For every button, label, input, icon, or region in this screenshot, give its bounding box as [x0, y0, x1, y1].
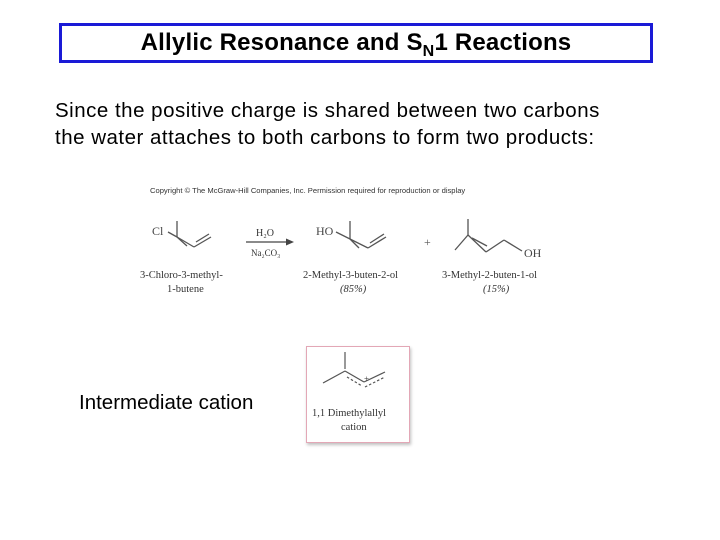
plus-sign: +	[424, 235, 431, 249]
arrow-head	[286, 239, 294, 246]
product1-yield: (85%)	[340, 284, 367, 295]
reactant-structure	[168, 221, 211, 247]
body-line-1: Since the positive charge is shared between two carbons	[55, 99, 600, 122]
product1-ho-label: HO	[316, 224, 334, 238]
product2-yield: (15%)	[483, 284, 510, 295]
reactant-name-line2: 1-butene	[167, 284, 204, 295]
reactant-cl-label: Cl	[152, 224, 164, 238]
reagent-water: H₂O	[256, 228, 274, 239]
cation-name-line2: cation	[341, 422, 367, 433]
product1-name: 2-Methyl-3-buten-2-ol	[303, 270, 399, 281]
product2-structure	[455, 219, 522, 252]
title-main: Allylic Resonance and S	[140, 29, 423, 56]
body-line-2: the water attaches to both carbons to form two products:	[55, 126, 595, 149]
title-subscript: N	[422, 43, 435, 60]
cation-structure	[307, 347, 409, 442]
intermediate-label: Intermediate cation	[79, 391, 254, 414]
reagent-base: Na₂CO₃	[251, 248, 281, 258]
cation-card	[306, 346, 410, 443]
title-tail: 1 Reactions	[434, 29, 572, 56]
product2-name: 3-Methyl-2-buten-1-ol	[442, 270, 538, 281]
copyright-text: Copyright © The McGraw-Hill Companies, Inc. Permission required for reproduction or display	[150, 186, 466, 195]
cation-charge: +	[364, 374, 370, 384]
product1-structure	[336, 221, 386, 248]
product2-oh-label: OH	[524, 246, 542, 260]
cation-name-line1: 1,1 Dimethylallyl	[312, 408, 387, 419]
reactant-name-line1: 3-Chloro-3-methyl-	[140, 270, 223, 281]
